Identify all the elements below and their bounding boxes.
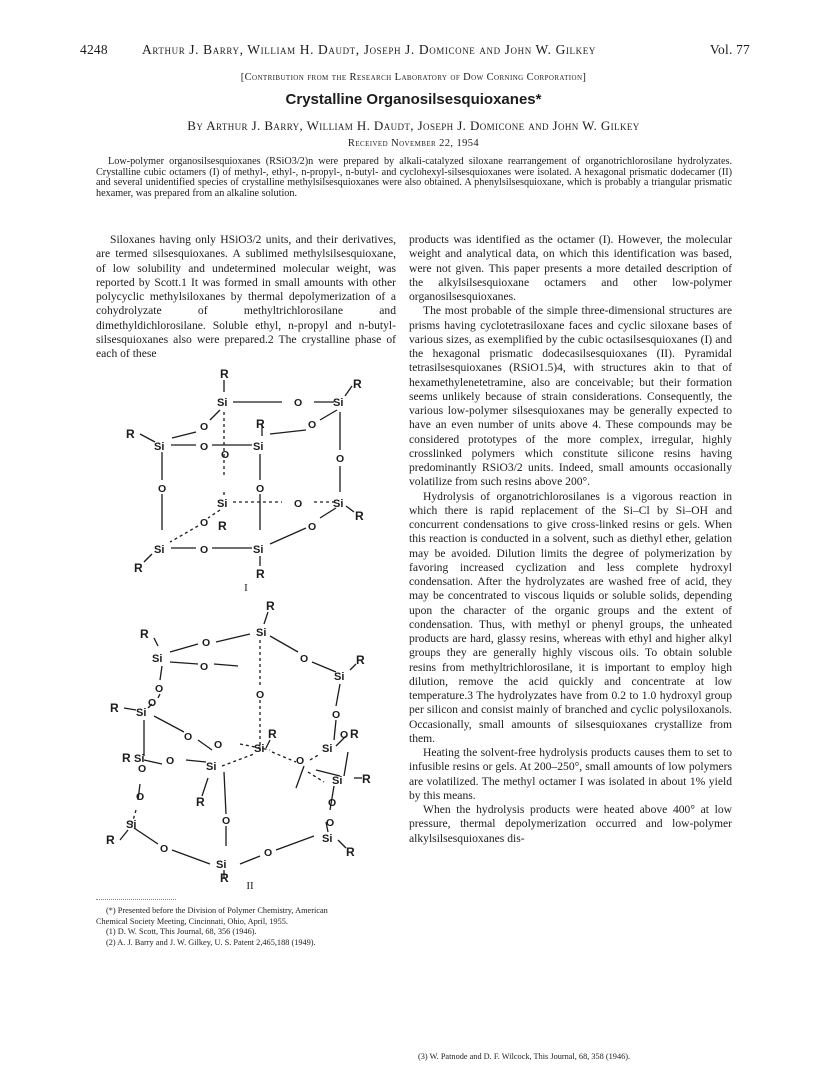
contribution-line: [Contribution from the Research Laboratory of Dow Corning Corporation] — [240, 72, 587, 83]
structure-II-diagram — [100, 600, 390, 882]
atom-o: O — [166, 755, 175, 767]
volume-number: Vol. 77 — [709, 42, 750, 57]
paragraph: products was identified as the octamer (I). However, the molecular weight and analytical data, on which this identification was based, were not given. This paper presents a more detailed description of the alkylsilsesquioxane octamers and other low-polymer organosilsesquioxanes. — [409, 233, 732, 303]
bond — [198, 740, 212, 750]
bond — [336, 684, 340, 706]
atom-o: O — [221, 449, 230, 461]
bond — [160, 666, 162, 680]
paragraph: The most probable of the simple three-dimensional structures are prisms having cyclotetrasiloxane faces and cyclic siloxane bases of various sizes, as exemplified by the cubic octasilsesquioxanes (I) and the hexagonal prismatic dodecasilsesquioxanes (II). Pyramidal tetrasilsesquioxanes (RSiO1.5)4, with structures akin to that of hexamethylenetetramine, also are conceivable; but their formation seems unlikely because of strain considerations. Consequently, the various low-polymer silsesquioxanes may be generally expected to have an even number of units above 4. These compounds may be considered prototypes of the more complex, irregular, highly crosslinked polymers which constitute silicone resins having predominantly RSiO3/2 units. Indeed, small amounts occasionally volatilize from such resins above 200°. — [409, 304, 732, 489]
atom-si: Si — [206, 761, 217, 773]
atom-si: Si — [126, 819, 137, 831]
atom-o: O — [294, 397, 303, 409]
atom-r: R — [218, 519, 227, 533]
bond — [270, 636, 298, 652]
page-number: 4248 — [80, 42, 108, 57]
atom-si: Si — [134, 753, 145, 765]
atom-r: R — [256, 417, 265, 431]
bond — [210, 410, 220, 420]
bond — [308, 772, 324, 782]
bond — [240, 856, 260, 864]
bond — [270, 528, 306, 544]
atom-si: Si — [332, 775, 343, 787]
footnote-1: (1) D. W. Scott, This Journal, 68, 356 (1946). — [106, 927, 257, 936]
atom-o: O — [294, 498, 303, 510]
atom-r: R — [346, 845, 355, 859]
bond — [170, 662, 198, 664]
atom-r: R — [106, 833, 115, 847]
bond — [214, 664, 238, 666]
atom-si: Si — [152, 653, 163, 665]
atom-o: O — [340, 729, 349, 741]
atom-o: O — [308, 521, 317, 533]
bond — [144, 554, 152, 562]
footnote-3: (3) W. Patnode and D. F. Wilcock, This Journal, 68, 358 (1946). — [418, 1052, 631, 1061]
atom-o: O — [332, 709, 341, 721]
atom-si: Si — [216, 859, 227, 871]
atom-r: R — [126, 427, 135, 441]
bond — [134, 828, 158, 844]
atom-r: R — [140, 627, 149, 641]
atom-r: R — [220, 871, 229, 882]
right-column — [409, 233, 732, 846]
bond — [154, 716, 184, 732]
atom-o: O — [136, 791, 145, 803]
intro-paragraph: Siloxanes having only HSiO3/2 units, and their derivatives, are termed silsesquioxanes. A sublimed methylsilsesquioxane, of low solubility and undetermined molecular weight, was reported by Scott.1 It was formed in small amounts with other polycyclic methylsiloxanes by thermal depolymerization of a cohydrolyzate of methyltrichlorosilane and dimethyldichlorosilane. Soluble ethyl, n-propyl and n-butyl-silsesquioxanes also were prepared.2 The crystalline phase of each of these — [96, 233, 396, 360]
atom-o: O — [200, 544, 209, 556]
footnote-star-cont: Chemical Society Meeting, Cincinnati, Ohio, April, 1955. — [96, 916, 288, 926]
atom-r: R — [256, 567, 265, 581]
atom-r: R — [355, 509, 364, 523]
bond — [224, 772, 226, 814]
atom-r: R — [353, 377, 362, 391]
atom-o: O — [200, 517, 209, 529]
atom-r: R — [350, 727, 359, 741]
atom-o: O — [300, 653, 309, 665]
atom-o: O — [184, 731, 193, 743]
atom-r: R — [110, 701, 119, 715]
structure-II-label: II — [246, 880, 254, 892]
atom-o: O — [256, 483, 265, 495]
atom-r: R — [122, 751, 131, 765]
byline: By Arthur J. Barry, William H. Daudt, Joseph J. Domicone and John W. Gilkey — [187, 118, 640, 133]
bond — [172, 432, 196, 438]
atom-o: O — [326, 817, 335, 829]
atom-o: O — [336, 453, 345, 465]
bond — [338, 840, 346, 848]
footnote-star: (*) Presented before the Division of Polymer Chemistry, American — [106, 906, 328, 915]
footnotes-left — [96, 906, 396, 948]
footnote-rule — [96, 899, 176, 900]
structure-I-label: I — [244, 582, 248, 594]
bond — [208, 510, 220, 518]
atom-si: Si — [333, 498, 344, 510]
bond — [222, 754, 254, 766]
atom-o: O — [214, 739, 223, 751]
bond — [310, 754, 320, 760]
atom-r: R — [362, 772, 371, 786]
atom-o: O — [222, 815, 231, 827]
paper-title: Crystalline Organosilsesquioxanes* — [285, 91, 542, 108]
atom-r: R — [196, 795, 205, 809]
bond — [296, 766, 304, 788]
bond — [170, 526, 198, 542]
atom-o: O — [264, 847, 273, 859]
atom-si: Si — [253, 544, 264, 556]
abstract: Low-polymer organosilsesquioxanes (RSiO3/2)n were prepared by alkali-catalyzed siloxane rearrangement of organotrichlorosilane hydrolyzates. Crystalline cubic octamers (I) of methyl-, ethyl-, n-propyl-, n-butyl- and cyclohexyl-silsesquioxanes were isolated. A hexagonal prismatic dodecamer (II) and several unidentified species of crystalline methylsilsesquioxanes were also obtained. A phenylsilsesquioxane, which is probably a triangular prismatic hexamer, was prepared from an alkaline solution. — [96, 156, 732, 199]
received-date: Received November 22, 1954 — [347, 138, 480, 149]
atom-r: R — [134, 561, 143, 575]
bond — [320, 410, 337, 420]
bond — [276, 836, 314, 850]
bond — [124, 708, 136, 710]
atom-r: R — [356, 653, 365, 667]
atom-o: O — [158, 483, 167, 495]
atom-o: O — [138, 763, 147, 775]
atom-o: O — [200, 661, 209, 673]
bond — [346, 506, 354, 512]
atom-si: Si — [322, 833, 333, 845]
atom-si: Si — [254, 743, 265, 755]
paragraph: Hydrolysis of organotrichlorosilanes is a vigorous reaction in which there is rapid replacement of the Si–Cl by Si–OH and concurrent condensations to give cross-linked resins or gels. When this reaction is conducted in a solvent, such as diethyl ether, gelation may be avoided. Dilution limits the degree of polymerization by favoring increased cyclization and less complete hydroxyl condensation. After the hydrolyzates are washed free of acid, they may be concentrated to viscous liquids or soluble solids, depending upon the character of the organic groups and the extent of condensation. Thus, with methyl or phenyl groups, the unheated products are hard, glassy resins, whereas with ethyl and higher alkyl groups they are generally highly viscous oils. To obtain soluble resins from methyltrichlorosilane, it is important to employ high dilution, remove the acid quickly and concentrate at low temperature.3 The hydrolyzates have from 0.2 to 1.0 hydroxyl group per silicon and consist mainly of branched and cyclic polysiloxanols. Occasionally, small amounts of silsesquioxanes crystallize from them. — [409, 489, 732, 745]
atom-o: O — [328, 797, 337, 809]
atom-si: Si — [217, 397, 228, 409]
atom-si: Si — [333, 397, 344, 409]
bond — [312, 662, 336, 672]
atom-o: O — [296, 755, 305, 767]
bond — [202, 778, 208, 796]
atom-o: O — [202, 637, 211, 649]
left-column — [96, 233, 396, 361]
bond — [334, 720, 336, 740]
running-authors: Arthur J. Barry, William H. Daudt, Joseph J. Domicone and John W. Gilkey — [142, 42, 596, 57]
bond — [120, 830, 128, 840]
bond — [344, 752, 348, 776]
atom-si: Si — [154, 441, 165, 453]
structure-I-diagram — [100, 368, 390, 590]
bond — [272, 752, 296, 762]
bond — [264, 612, 268, 624]
bond — [266, 740, 270, 748]
paragraph: When the hydrolysis products were heated above 400° at low pressure, thermal depolymerization occurred and low-polymer alkylsilsesquioxanes dis- — [409, 803, 732, 845]
atom-o: O — [160, 843, 169, 855]
bond — [186, 760, 206, 762]
atom-o: O — [200, 441, 209, 453]
bond — [154, 638, 158, 646]
atom-o: O — [308, 419, 317, 431]
atom-si: Si — [253, 441, 264, 453]
bond — [216, 634, 250, 642]
atom-si: Si — [256, 627, 267, 639]
atom-r: R — [268, 727, 277, 741]
bond — [270, 430, 306, 434]
atom-si: Si — [154, 544, 165, 556]
atom-o: O — [256, 689, 265, 701]
footnote-2: (2) A. J. Barry and J. W. Gilkey, U. S. Patent 2,465,188 (1949). — [106, 937, 316, 947]
atom-si: Si — [136, 707, 147, 719]
atom-r: R — [266, 600, 275, 613]
atom-o: O — [155, 683, 164, 695]
atom-si: Si — [322, 743, 333, 755]
atom-o: O — [200, 421, 209, 433]
bond — [345, 386, 352, 396]
bond — [170, 644, 198, 652]
atom-si: Si — [334, 671, 345, 683]
atom-o: O — [148, 697, 157, 709]
atom-r: R — [220, 368, 229, 381]
paragraph: Heating the solvent-free hydrolysis products causes them to set to infusible resins or gels. At 200–250°, small amounts of low polymers are volatilized. The methyl octamer I was isolated in about 1% yield by this means. — [409, 746, 732, 802]
bond — [140, 434, 155, 442]
bond — [144, 760, 162, 764]
atom-si: Si — [217, 498, 228, 510]
bond — [172, 850, 210, 864]
